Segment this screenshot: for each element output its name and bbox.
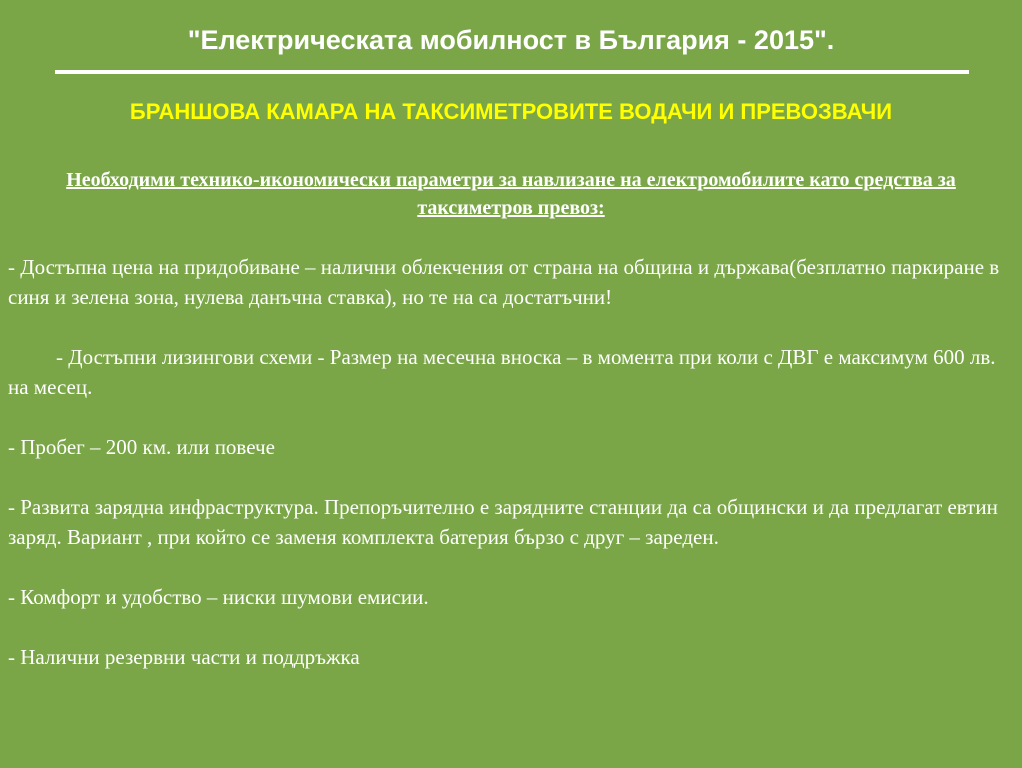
parameter-item-charging: - Развита зарядна инфраструктура. Препоръчително е зарядните станции да са общински и да предлагат евтин заряд. Вариант , при който се заменя комплекта батерия бързо с друг – зареден. [8,495,998,549]
parameter-list [8,252,1014,702]
parameter-item-price: - Достъпна цена на придобиване – налични облекчения от страна на община и държава(безплатно паркиране в синя и зелена зона, нулева данъчна ставка), но те на са достатъчни! [8,255,1000,309]
title-divider [55,70,969,74]
parameter-item-range: - Пробег – 200 км. или повече [8,435,275,459]
parameter-item-parts: - Налични резервни части и поддръжка [8,645,360,669]
parameter-item-comfort: - Комфорт и удобство – ниски шумови емисии. [8,585,429,609]
slide-title: "Електрическата мобилност в България - 2015". [187,25,835,55]
parameter-item-leasing: - Достъпни лизингови схеми - Размер на месечна вноска – в момента при коли с ДВГ е максимум 600 лв. на месец. [8,345,996,399]
organization-name: БРАНШОВА КАМАРА НА ТАКСИМЕТРОВИТЕ ВОДАЧИ И ПРЕВОЗВАЧИ [129,99,893,124]
section-subheading: Необходими технико-икономически параметри за навлизане на електромобилите като средства за таксиметров превоз: [66,169,956,219]
